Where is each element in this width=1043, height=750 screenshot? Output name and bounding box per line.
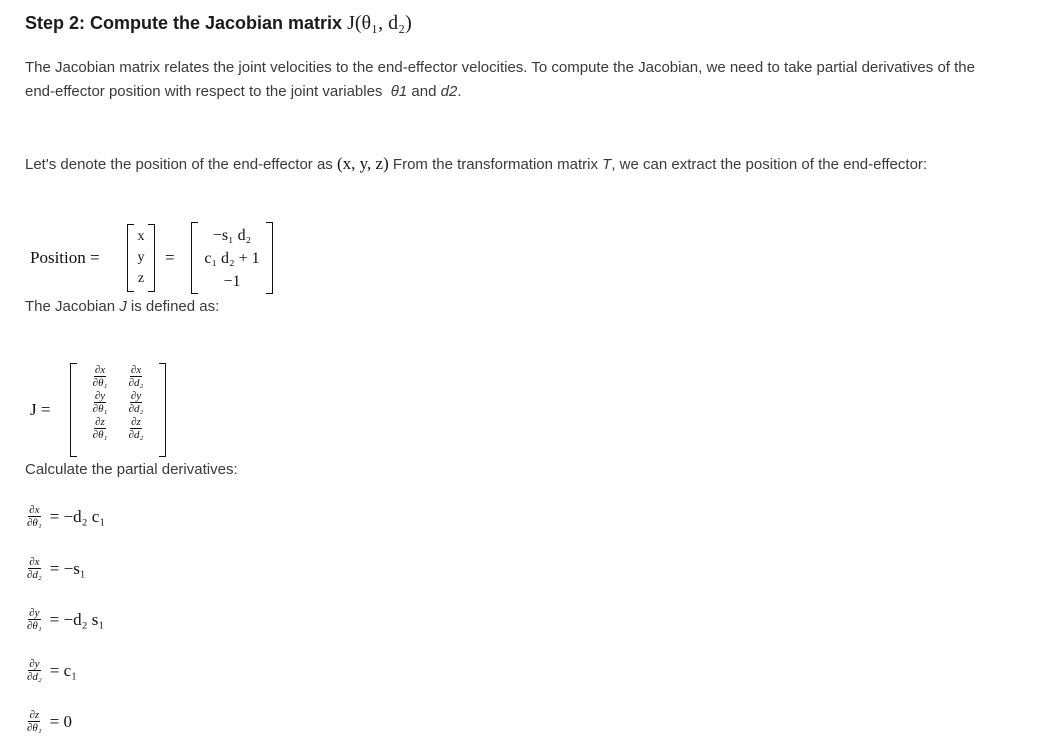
value-x: −s₁ d₂: [212, 227, 252, 244]
derivative-row: $\frac{\partial z}{\text{∂θ₁}}$ = 0: [27, 709, 73, 734]
position-para-suffix: , we can extract the position of the end-effector:: [611, 156, 928, 173]
jacobian-label: J =: [30, 400, 51, 419]
intro-line-1: The Jacobian matrix relates the joint velocities to the end-effector velocities. To compute the Jacobian, we need to take partial derivatives of the: [25, 59, 975, 76]
jac-entry: $\frac{\partial z}{\text{∂θ₁}}$: [92, 416, 108, 441]
transform-symbol: T: [602, 156, 612, 173]
variable-d2: d2: [440, 83, 458, 100]
jacobian-matrix: [70, 363, 166, 457]
derivative-row: $\frac{\partial y}{\text{∂θ₁}}$ = −d₂ s₁: [27, 607, 105, 632]
position-values-vector: [191, 222, 273, 294]
derivative-value: = c₁: [49, 660, 78, 680]
heading-math: J(θ₁, d₂): [347, 12, 412, 34]
step-heading: [25, 12, 412, 35]
calculate-heading: Calculate the partial derivatives:: [25, 461, 238, 478]
jac-entry: $\frac{\partial x}{\text{∂d₂}}$: [128, 364, 144, 389]
vector-z: z: [137, 271, 145, 286]
value-z: −1: [223, 273, 241, 290]
derivative-value: = −d₂ s₁: [49, 609, 105, 629]
variable-theta1: θ1: [390, 83, 408, 100]
jac-def-suffix: is defined as:: [130, 298, 220, 315]
intro-line-2: [25, 80, 975, 104]
position-tuple: (x, y, z): [336, 154, 389, 173]
position-label: Position =: [30, 248, 100, 267]
jac-def-prefix: The Jacobian: [25, 298, 116, 315]
derivative-value: = −s₁: [49, 558, 86, 578]
position-paragraph: [25, 152, 927, 177]
derivative-row: $\frac{\partial x}{\text{∂θ₁}}$ = −d₂ c₁: [27, 504, 106, 529]
intro-paragraph: [25, 56, 975, 104]
intro-and: and: [411, 83, 437, 100]
jacobian-definition: [25, 295, 219, 319]
derivative-value: = 0: [49, 711, 73, 731]
position-vector: [127, 224, 155, 292]
derivative-value: = −d₂ c₁: [49, 506, 106, 526]
value-y: c₁ d₂ + 1: [204, 250, 260, 267]
jac-entry: $\frac{\partial y}{\text{∂θ₁}}$: [92, 390, 108, 415]
position-para-mid: From the transformation matrix: [392, 156, 598, 173]
heading-text: Step 2: Compute the Jacobian matrix: [25, 13, 343, 33]
jac-symbol: J: [119, 298, 127, 315]
derivative-row: $\frac{\partial x}{\text{∂d₂}}$ = −s₁: [27, 556, 86, 581]
jac-entry: $\frac{\partial x}{\text{∂θ₁}}$: [92, 364, 108, 389]
vector-y: y: [137, 250, 145, 265]
intro-period: .: [457, 83, 462, 100]
intro-line-2-text: end-effector position with respect to the joint variables: [25, 83, 383, 100]
vector-x: x: [137, 229, 145, 244]
derivative-row: $\frac{\partial y}{\text{∂d₂}}$ = c₁: [27, 658, 78, 683]
position-equals: =: [165, 248, 175, 267]
jac-entry: $\frac{\partial y}{\text{∂d₂}}$: [128, 390, 144, 415]
position-para-prefix: Let's denote the position of the end-effector as: [25, 156, 333, 173]
jac-entry: $\frac{\partial z}{\text{∂d₂}}$: [128, 416, 144, 441]
